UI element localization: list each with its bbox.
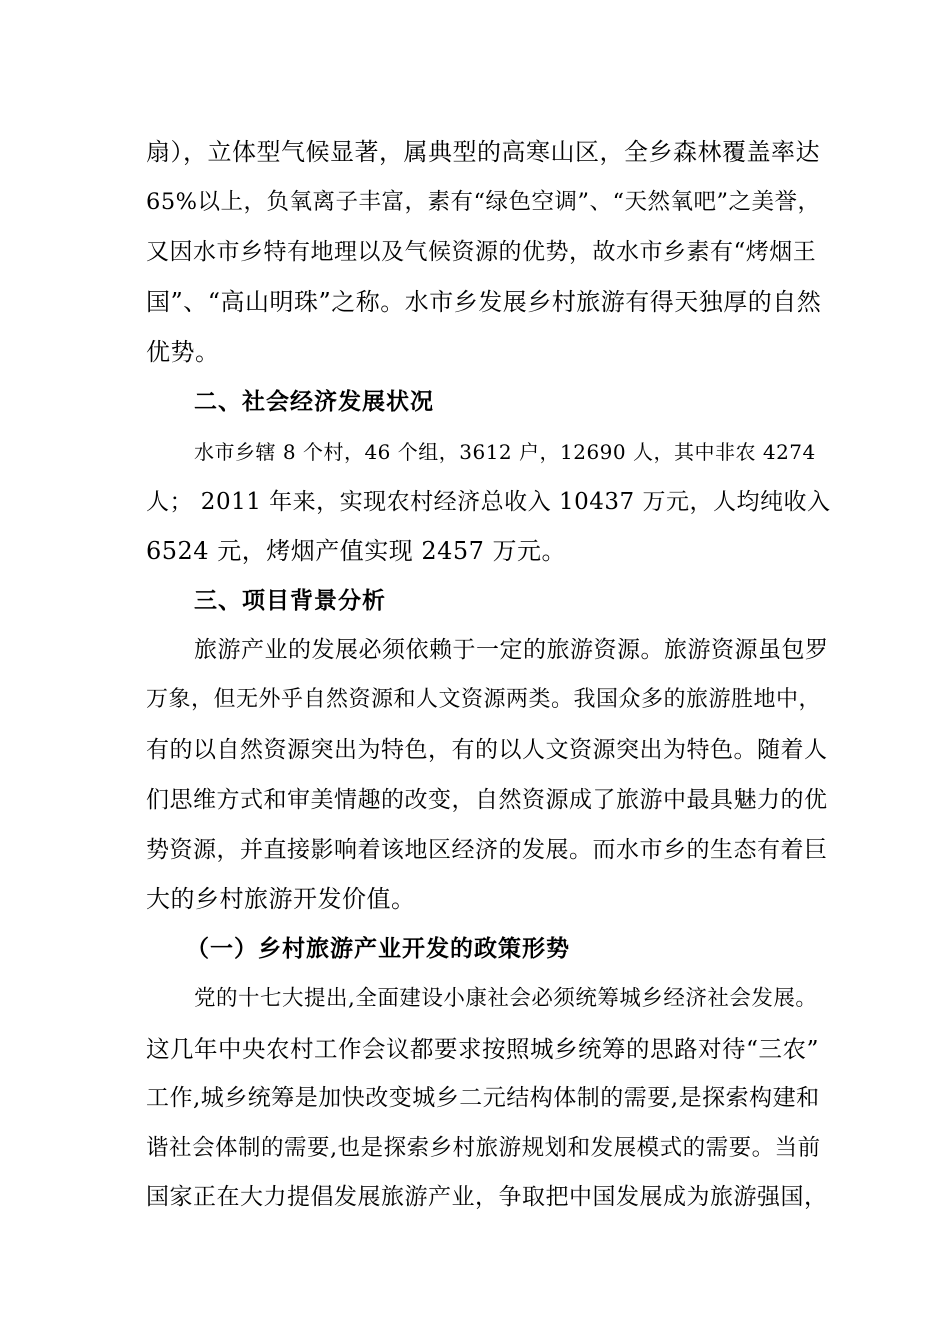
- paragraph-line: 势资源，并直接影响着该地区经济的发展。而水市乡的生态有着巨: [146, 837, 828, 863]
- paragraph-line: 们思维方式和审美情趣的改变，自然资源成了旅游中最具魅力的优: [146, 787, 828, 813]
- paragraph-line: 6524 元，烤烟产值实现 2457 万元。: [146, 537, 567, 565]
- paragraph-line: 国家正在大力提倡发展旅游产业，争取把中国发展成为旅游强国，: [146, 1184, 828, 1210]
- paragraph-line: 人； 2011 年来，实现农村经济总收入 10437 万元，人均纯收入: [146, 489, 831, 515]
- subsection-heading: （一）乡村旅游产业开发的政策形势: [186, 936, 570, 962]
- paragraph-line: 国”、“高山明珠”之称。水市乡发展乡村旅游有得天独厚的自然: [146, 288, 822, 316]
- paragraph-line: 旅游产业的发展必须依赖于一定的旅游资源。旅游资源虽包罗: [194, 637, 829, 663]
- paragraph-line: 扇），立体型气候显著，属典型的高寒山区，全乡森林覆盖率达: [146, 138, 820, 166]
- section-heading: 二、社会经济发展状况: [194, 389, 434, 415]
- paragraph-line: 这几年中央农村工作会议都要求按照城乡统筹的思路对待“三农”: [146, 1035, 820, 1063]
- paragraph-line: 又因水市乡特有地理以及气候资源的优势，故水市乡素有“烤烟王: [146, 239, 817, 265]
- paragraph-line: 万象，但无外乎自然资源和人文资源两类。我国众多的旅游胜地中，: [146, 687, 822, 712]
- paragraph-line: 65%以上，负氧离子丰富，素有“绿色空调”、“天然氧吧”之美誉，: [146, 189, 821, 215]
- paragraph-line: 工作,城乡统筹是加快改变城乡二元结构体制的需要,是探索构建和: [146, 1085, 820, 1111]
- paragraph-line: 水市乡辖 8 个村，46 个组，3612 户，12690 人，其中非农 4274: [194, 440, 816, 464]
- paragraph-line: 谐社会体制的需要,也是探索乡村旅游规划和发展模式的需要。当前: [146, 1135, 821, 1161]
- paragraph-line: 优势。: [146, 338, 220, 366]
- paragraph-line: 党的十七大提出,全面建设小康社会必须统筹城乡经济社会发展。: [194, 986, 818, 1011]
- paragraph-line: 大的乡村旅游开发价值。: [146, 885, 416, 913]
- section-heading: 三、项目背景分析: [194, 588, 386, 614]
- paragraph-line: 有的以自然资源突出为特色，有的以人文资源突出为特色。随着人: [146, 737, 828, 763]
